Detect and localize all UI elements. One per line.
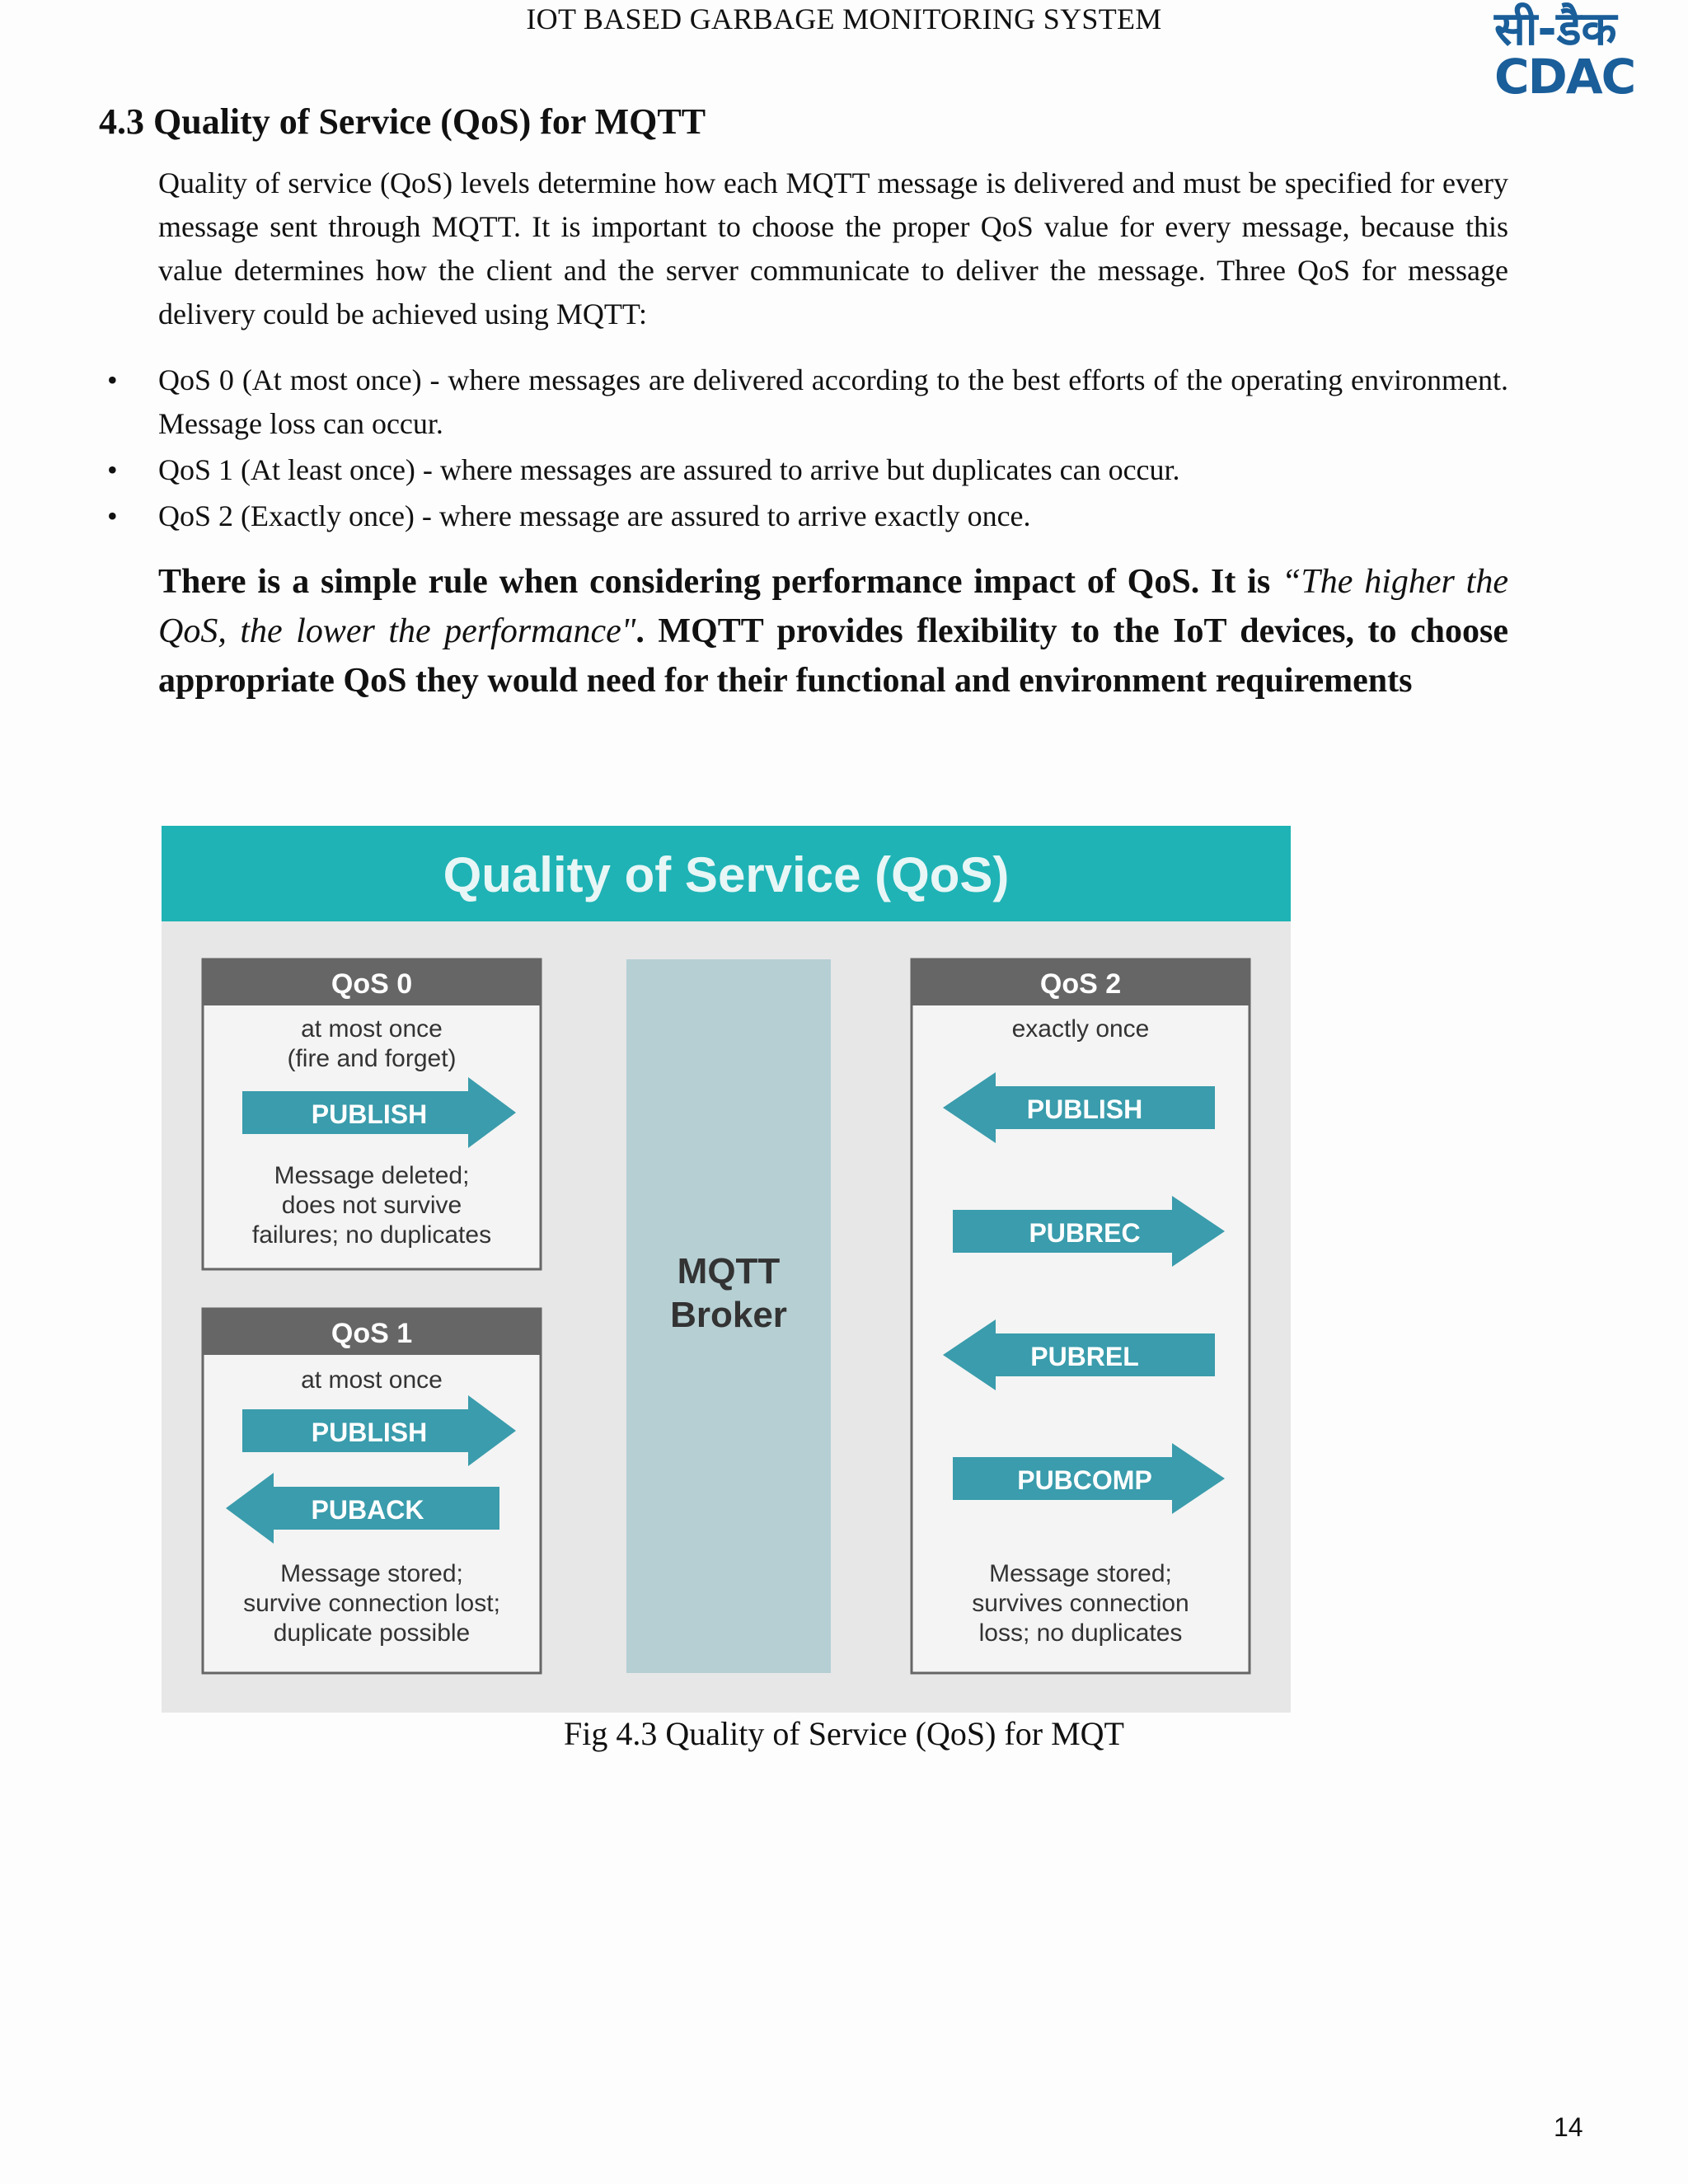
broker-label-line2: Broker <box>670 1295 787 1335</box>
bullet-text: QoS 1 (At least once) - where messages are assured to arrive but duplicates can occur. <box>158 453 1180 486</box>
qos-diagram <box>162 826 1291 1713</box>
section-title: 4.3 Quality of Service (QoS) for MQTT <box>99 101 706 142</box>
qos2-title: QoS 2 <box>1039 968 1122 1000</box>
qos1-publish-label: PUBLISH <box>311 1418 428 1447</box>
qos2-pubrel-label: PUBREL <box>1030 1342 1139 1371</box>
qos2-subtitle: exactly once <box>1011 1015 1150 1043</box>
bullet-icon: • <box>107 453 118 486</box>
qos0-note-3: failures; no duplicates <box>251 1221 492 1249</box>
rule-text-1: There is a simple rule when considering performance impact of QoS. It is <box>158 563 1282 601</box>
qos2-note-3: loss; no duplicates <box>978 1619 1183 1647</box>
qos1-note-1: Message stored; <box>280 1560 463 1587</box>
qos1-note-2: survive connection lost; <box>243 1590 500 1617</box>
qos0-publish-label: PUBLISH <box>311 1099 428 1129</box>
list-item <box>107 448 1508 492</box>
qos2-note-2: survives connection <box>972 1590 1189 1617</box>
bullet-icon: • <box>107 499 118 532</box>
bullet-text: QoS 2 (Exactly once) - where message are assured to arrive exactly once. <box>158 499 1031 532</box>
qos0-subtitle-2: (fire and forget) <box>287 1045 457 1072</box>
qos1-puback-label: PUBACK <box>311 1495 424 1525</box>
qos-bullet-list <box>107 359 1508 541</box>
qos2-note-1: Message stored; <box>989 1560 1172 1587</box>
qos0-note-2: does not survive <box>281 1192 462 1219</box>
page-number: 14 <box>1554 2112 1583 2142</box>
qos1-title: QoS 1 <box>331 1318 413 1349</box>
list-item <box>107 494 1508 538</box>
running-header: IOT BASED GARBAGE MONITORING SYSTEM <box>526 2 1162 35</box>
qos0-subtitle-1: at most once <box>301 1015 443 1043</box>
banner-title: Quality of Service (QoS) <box>443 847 1010 902</box>
qos-figure <box>162 826 1291 1713</box>
qos2-pubrec-label: PUBREC <box>1029 1218 1141 1248</box>
qos2-box <box>912 959 1250 1673</box>
rule-paragraph <box>158 557 1508 705</box>
qos1-subtitle: at most once <box>301 1366 443 1394</box>
bullet-icon: • <box>107 363 118 396</box>
rule-quote: “The higher the QoS, the lower the performance" <box>158 563 1508 650</box>
qos0-note-1: Message deleted; <box>274 1162 470 1189</box>
figure-caption: Fig 4.3 Quality of Service (QoS) for MQT <box>564 1715 1124 1752</box>
logo-hindi-text: सी-डैक <box>1494 2 1617 56</box>
qos0-title: QoS 0 <box>331 968 413 1000</box>
broker-label-line1: MQTT <box>677 1251 781 1291</box>
qos2-publish-label: PUBLISH <box>1026 1094 1143 1124</box>
qos2-pubcomp-label: PUBCOMP <box>1017 1465 1152 1495</box>
intro-paragraph: Quality of service (QoS) levels determine how each MQTT message is delivered and must be specified for every message sent through MQTT. It is important to choose the proper QoS value for every message, because this value determines how the client and the server communicate to deliver the message. Three QoS for message delivery could be achieved using MQTT: <box>158 166 1508 330</box>
qos1-note-3: duplicate possible <box>273 1619 471 1647</box>
rule-text-2: . MQTT provides flexibility to the IoT devices, to choose appropriate QoS they would need for their functional and environment requirements <box>158 612 1509 700</box>
qos0-box <box>203 959 541 1269</box>
bullet-text: QoS 0 (At most once) - where messages are delivered according to the best efforts of the operating environment. Message loss can occur. <box>158 363 1508 440</box>
qos1-box <box>203 1309 541 1673</box>
list-item <box>107 359 1508 446</box>
logo-latin-text: CDAC <box>1494 49 1635 105</box>
cdac-logo <box>1488 2 1635 105</box>
